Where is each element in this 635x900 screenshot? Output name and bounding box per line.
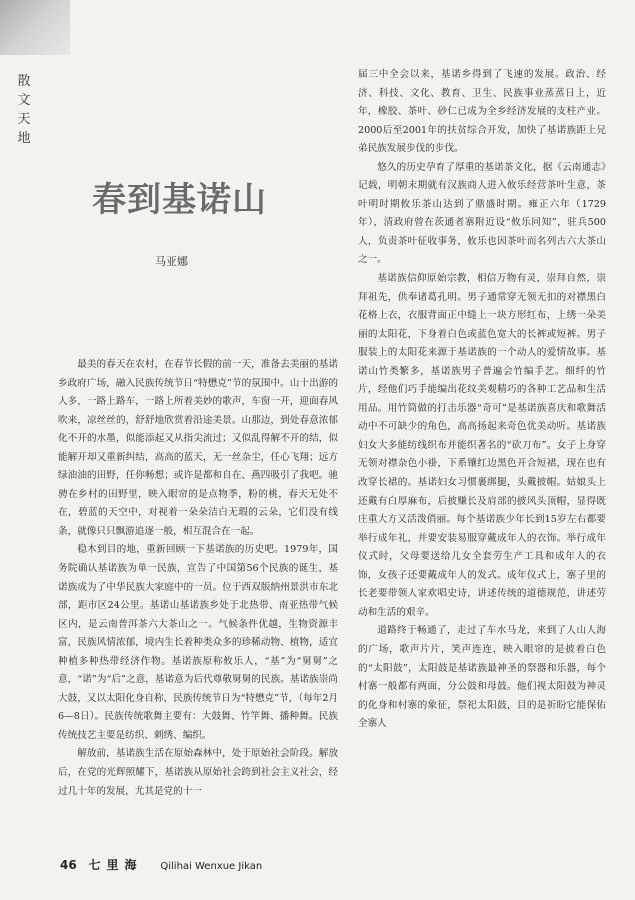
paragraph: 道路终于畅通了，走过了车水马龙，来到了人山人海的广场，歌声片片，笑声连连，映入眼帘的是披着白色的“太阳鼓”，太阳鼓是基诺族最神圣的祭器和乐器，每个村寨一般都有两面，分公鼓和母鼓。他们视太阳鼓为神灵的化身和村寨的象征，祭祀太阳鼓，目的是祈盼它能保佑全寨人: [358, 625, 606, 730]
magazine-name-en: Qilihai Wenxue Jikan: [160, 861, 263, 872]
paragraph: 最美的春天在农村，在春节长假的前一天，准备去美丽的基诺乡政府广场，融入民族传统节日“特懋克”节的氛围中。山十出游的人多，一路上路车，一路上所着美妙的歌声，车窗一开，迎面春风吹来，凉丝丝的，舒舒地欣赏着沿途美景。山那边，到处春意浓郁化不开的水墨，似能添起又从指尖流过；又似乱得解不开的结，似能解开却又重新纠结，高高的蓝天，无一丝杂尘，任心飞翔；远方绿油油的田野，任你畅想；或许是都和自在、燕四吸引了我吧。驰骋在乡村的田野里，映入眼帘的是点物季，粉的桃，春天无处不在，碧蓝的天空中，对视着一朵朵洁白无瑕的云朵，它们没有线条，就像只只飘游追逐一般，相互混合在一起。: [58, 359, 338, 537]
paragraph: 基诺族信仰原始宗教，相信万物有灵，崇拜自然，崇拜祖先，供奉诸葛孔明。男子通常穿无领无扣的对襟黑白花格上衣，衣服背面正中缝上一块方形红布，上绣一朵美丽的太阳花，下身着白色或蓝色宽大的长裤或短裤。男子服装上的太阳花来源于基诺族的一个动人的爱情故事。基诺山竹类繁多，基诺族男子普遍会竹编手艺。细纤的竹片，经他们巧手能编出花纹美观精巧的各种工艺品和生活用品。用竹筒做的打击乐器“奇可”是基诺族喜庆和歌舞活动中不可缺少的角色，高高扬起来奇色优美动听。基诺族妇女大多能纺线织布并能织著名的“砍刀布”。女子上身穿无领对襟杂色小褂，下系镶红边黑色开合短裙，现在也有改穿长裙的。基诺妇女习惯裹绑腿，头戴披帽。姑娘头上还戴有白厚麻布，后披赚长及肩部的披风头顶帽，显得既庄重大方又活泼俏丽。每个基诺族少年长到15岁左右都要举行成年礼，并要安装易服穿戴成年人的衣饰。举行成年仪式时，父母要送给儿女全套劳生产工具和成年人的衣饰，女孩子还要戴成年人的发式。成年仪式上，寨子里的长老要带领人家欢唱史诗，讲述传统的道德规范，讲述劳动和生活的艰辛。: [358, 273, 606, 618]
section-label-char: 散: [17, 74, 31, 89]
section-label-char: 地: [17, 131, 31, 146]
article-title: 春到基诺山: [92, 180, 267, 220]
paragraph: 稳木到目的地，重新回顾一下基诺族的历史吧。1979年，国务院确认基诺族为单一民族，宣告了中国第56个民族的诞生，基诺族成为了中华民族大家庭中的一员。位于西双版纳州景洪市东北部，距市区24公里。基诺山基诺族乡处于北热带、南亚热带气候区内，是云南普洱茶六大茶山之一。气候条件优越，生物资源丰富，民族风情浓郁，境内生长着种类众多的珍稀动物、植物，适宜种植多种热带经济作物。基诺族原称攸乐人，“基”为“舅舅”之意，“诺”为“后”之意，基诺意为后代尊敬舅舅的民族。基诺族崇尚大鼓，又以太阳化身自称，民族传统节日为“特懋克”节，（每年2月6—8日）。民族传统歌舞主要有：大鼓舞、竹竿舞、播种舞。民族传统技艺主要是纺织、刺绣、编织。: [58, 544, 338, 741]
page-footer: [60, 856, 460, 873]
paragraph: 悠久的历史孕育了厚重的基诺茶文化，据《云南通志》记载，明朝末期就有汉族商人进入攸乐经营茶叶生意，茶叶明时期攸乐茶山达到了鼎盛时期。雍正六年（1729年），清政府曾在茨通者寨附近设“攸乐同知”，驻兵500人，负责茶叶征收事务，攸乐也因茶叶而名列古六大茶山之一。: [358, 161, 606, 266]
section-label-char: 文: [17, 93, 31, 108]
paragraph: 届三中全会以来，基诺乡得到了飞速的发展。政治、经济、科技、文化、教育、卫生、民族事业蒸蒸日上，近年，橡胶、茶叶、砂仁已成为全乡经济发展的支柱产业。2000后至2001年的扶贫综合开发，加快了基诺族距上兄弟民族发展步伐的步伐。: [358, 69, 606, 155]
corner-decoration: [0, 0, 70, 55]
magazine-name: 七里海: [88, 858, 143, 872]
left-text-column: [58, 356, 338, 846]
right-text-column: [358, 66, 606, 860]
paragraph: 解放前，基诺族生活在原始森林中，处于原始社会阶段。解放后，在党的光辉照耀下，基诺族从原始社会跨到社会主义社会，经过几十年的发展，尤其是党的十一: [58, 748, 338, 797]
section-label-char: 天: [17, 112, 31, 127]
article-author: 马亚娜: [155, 255, 188, 268]
section-label: [16, 72, 32, 148]
page-number: 46: [60, 858, 77, 872]
